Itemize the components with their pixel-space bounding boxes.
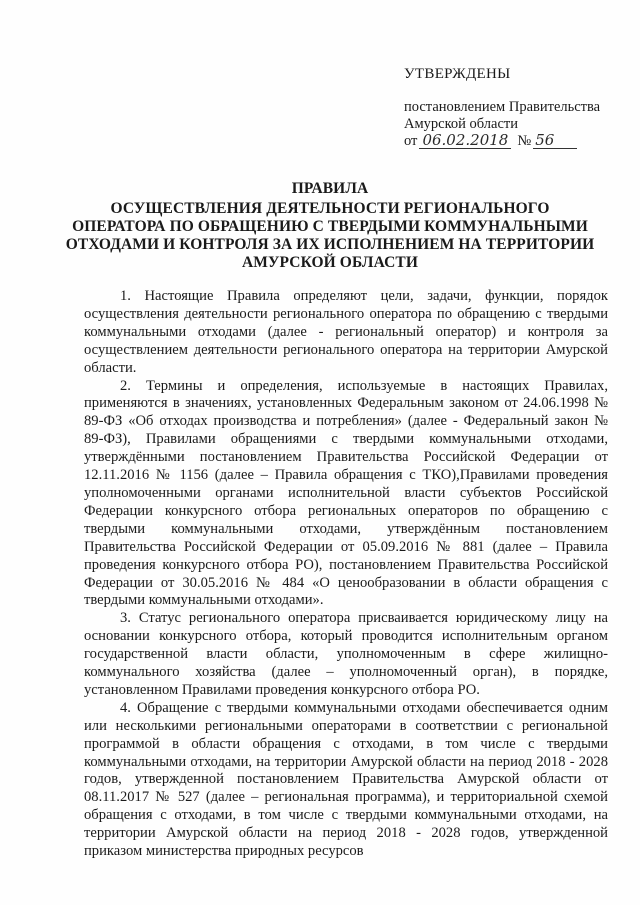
document-body <box>84 288 608 861</box>
handwritten-number: 56 <box>533 133 577 149</box>
paragraph-2: 2. Термины и определения, используемые в настоящих Правилах, применяются в значениях, установленных Федеральным законом от 24.06.1998 № 89-ФЗ «Об отходах производства и потребления» (далее - Федеральный закон № 89-ФЗ), Правилами обращениями с твердыми коммунальными отходами, утверждёнными постановлением Правительства Российской Федерации от 12.11.2016 № 1156 (далее – Правила обращения с ТКО),Правилами проведения уполномоченными органами исполнительной власти субъектов Российской Федерации конкурсного отбора региональных операторов по обращению с твердыми коммунальными отходами, утверждённым постановлением Правительства Российской Федерации от 05.09.2016 № 881 (далее – Правила проведения конкурсного отбора РО), постановлением Правительства Российской Федерации от 30.05.2016 № 484 «О ценообразовании в области обращения с твердыми коммунальными отходами». <box>84 377 608 609</box>
approval-date-line <box>404 133 624 150</box>
paragraph-1: 1. Настоящие Правила определяют цели, задачи, функции, порядок осуществления деятельности регионального оператора по обращению с твердыми коммунальными отходами (далее - региональный оператор) и контроля за осуществлением деятельности регионального оператора на территории Амурской области. <box>84 288 608 376</box>
number-sign: № <box>517 133 532 149</box>
title-line-3: ОПЕРАТОРА ПО ОБРАЩЕНИЮ С ТВЕРДЫМИ КОММУНАЛЬНЫМИ <box>72 218 588 235</box>
title-line-5: АМУРСКОЙ ОБЛАСТИ <box>242 254 418 271</box>
document-title <box>60 180 600 272</box>
date-prefix: от <box>404 133 418 149</box>
approval-line-2: Амурской области <box>404 116 518 132</box>
approval-block <box>404 66 624 150</box>
paragraph-3: 3. Статус регионального оператора присваивается юридическому лицу на основании конкурсного отбора, который проводится исполнительным органом государственной власти области, уполномоченным в сфере жилищно-коммунального хозяйства (далее – уполномоченный орган), в порядке, установленном Правилами проведения конкурсного отбора РО. <box>84 610 608 698</box>
title-line-2: ОСУЩЕСТВЛЕНИЯ ДЕЯТЕЛЬНОСТИ РЕГИОНАЛЬНОГО <box>110 200 550 217</box>
approval-heading: УТВЕРЖДЕНЫ <box>404 66 511 82</box>
approval-line-1: постановлением Правительства <box>404 99 601 115</box>
title-line-1: ПРАВИЛА <box>291 180 369 197</box>
title-line-4: ОТХОДАМИ И КОНТРОЛЯ ЗА ИХ ИСПОЛНЕНИЕМ НА ТЕРРИТОРИИ <box>65 236 595 253</box>
paragraph-4: 4. Обращение с твердыми коммунальными отходами обеспечивается одним или несколькими региональными операторами в соответствии с региональной программой в области обращения с отходами, в том числе с твердыми коммунальными отходами, на территории Амурской области на период 2018 - 2028 годов, утвержденной постановлением Правительства Амурской области от 08.11.2017 № 527 (далее – региональная программа), и территориальной схемой обращения с отходами, в том числе с твердыми коммунальными отходами, на территории Амурской области на период 2018 - 2028 годов, утвержденной приказом министерства природных ресурсов <box>84 699 608 860</box>
handwritten-date: 06.02.2018 <box>419 133 511 149</box>
